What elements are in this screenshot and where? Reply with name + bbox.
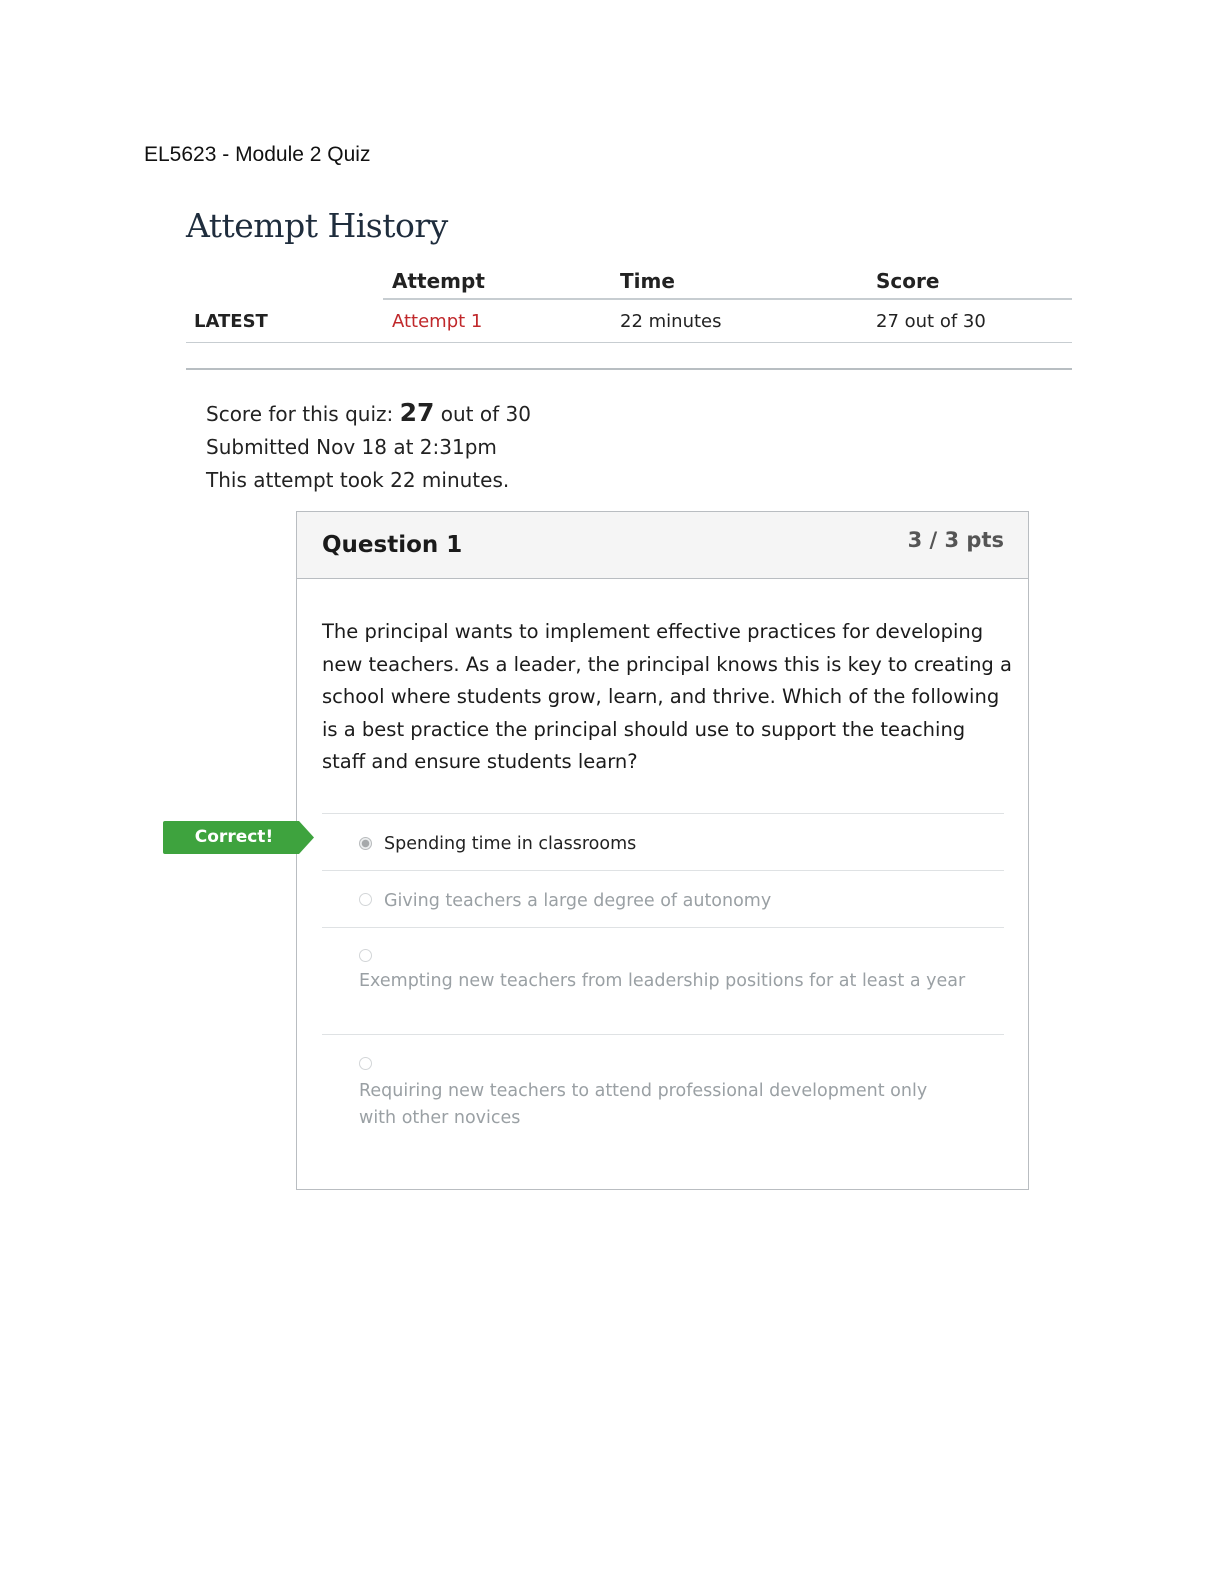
column-header-attempt: Attempt xyxy=(392,269,485,293)
question-text: The principal wants to implement effective practices for developing new teachers. As a leader, the principal knows this is key to creating a school where students grow, learn, and thrive. Which of the following is a best practice the principal should use to support the teaching staff and ensure students learn? xyxy=(322,620,1012,773)
quiz-score-line xyxy=(206,396,531,431)
answer-option-1[interactable] xyxy=(322,813,1004,870)
answer-list xyxy=(322,813,1004,1155)
attempt-1-link[interactable]: Attempt 1 xyxy=(392,311,483,332)
answer-option-4[interactable] xyxy=(322,1034,1004,1155)
document-header: EL5623 - Module 2 Quiz xyxy=(144,143,371,166)
latest-label: LATEST xyxy=(194,311,268,332)
correct-label: Correct! xyxy=(194,827,274,847)
radio-icon[interactable] xyxy=(359,949,372,962)
score-prefix: Score for this quiz: xyxy=(206,402,400,426)
column-header-score: Score xyxy=(876,269,940,293)
answer-label: Requiring new teachers to attend professional development only with other novices xyxy=(359,1081,928,1128)
attempt-history-table xyxy=(186,262,1072,343)
answer-label: Spending time in classrooms xyxy=(384,834,637,854)
column-header-time: Time xyxy=(620,269,675,293)
question-points: 3 / 3 pts xyxy=(907,528,1004,552)
question-title: Question 1 xyxy=(322,532,463,558)
score-suffix: out of 30 xyxy=(434,402,531,426)
attempt-score: 27 out of 30 xyxy=(876,311,986,332)
attempt-history-title: Attempt History xyxy=(186,206,448,245)
question-header xyxy=(297,512,1028,579)
quiz-summary xyxy=(206,396,531,497)
table-header-row xyxy=(186,262,1072,300)
radio-icon[interactable] xyxy=(359,893,372,906)
duration-line: This attempt took 22 minutes. xyxy=(206,468,510,492)
score-value: 27 xyxy=(399,398,435,427)
answer-label: Exempting new teachers from leadership positions for at least a year xyxy=(359,971,966,991)
submitted-line: Submitted Nov 18 at 2:31pm xyxy=(206,435,497,459)
section-divider xyxy=(186,368,1072,370)
table-row xyxy=(186,300,1072,343)
question-card xyxy=(296,511,1029,1190)
radio-icon[interactable] xyxy=(359,1057,372,1070)
answer-option-2[interactable] xyxy=(322,870,1004,927)
attempt-time: 22 minutes xyxy=(620,311,722,332)
answer-label: Giving teachers a large degree of autonomy xyxy=(384,891,772,911)
radio-selected-icon[interactable] xyxy=(359,837,372,850)
correct-answer-flag xyxy=(163,821,315,854)
answer-option-3[interactable] xyxy=(322,927,1004,1034)
